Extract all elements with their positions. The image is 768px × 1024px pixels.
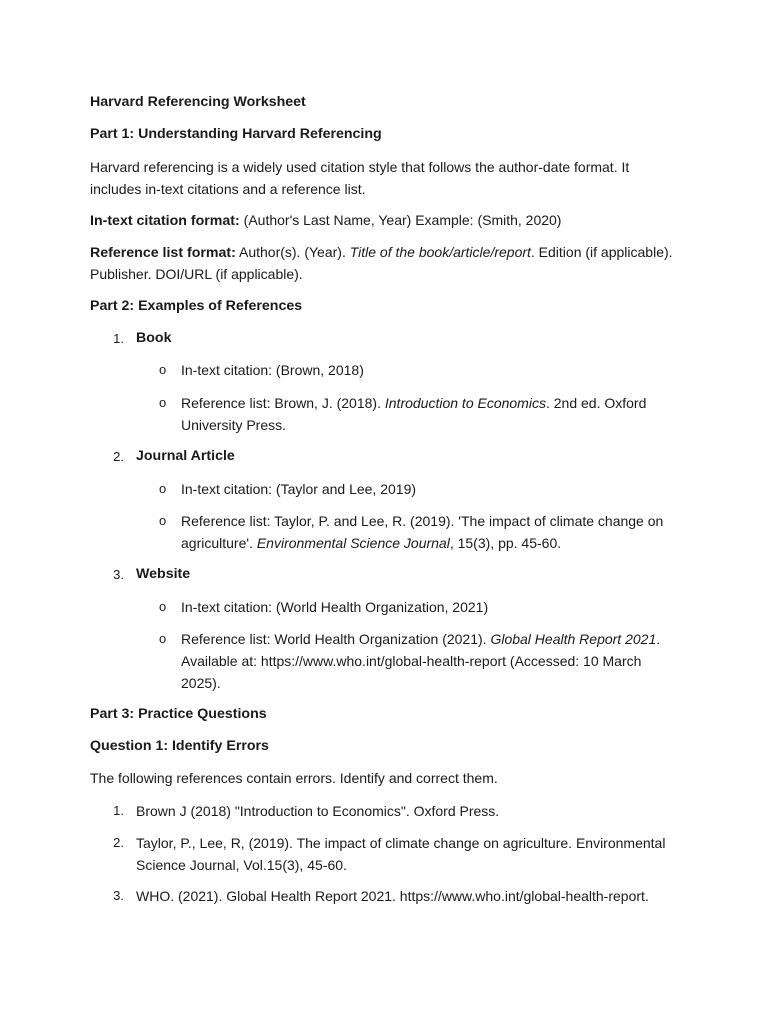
bullet-icon: o (159, 513, 167, 528)
reflist-format-label: Reference list format: (90, 245, 236, 261)
journal-reference-line1: Reference list: Taylor, P. and Lee, R. (2019). 'The impact of climate change on (181, 513, 664, 529)
reflist-format-line2: Publisher. DOI/URL (if applicable). (90, 266, 303, 282)
book-intext-citation: In-text citation: (Brown, 2018) (181, 362, 364, 378)
reflist-format-text-b: . Edition (if applicable). (530, 244, 673, 260)
example-number: 2. (113, 449, 124, 464)
journal-reference-text-a: agriculture'. (181, 535, 257, 551)
question-number: 1. (113, 803, 124, 818)
bullet-icon: o (159, 631, 167, 646)
example-number: 1. (113, 331, 124, 346)
reflist-format-paragraph (90, 241, 673, 264)
part1-intro-line1: Harvard referencing is a widely used citation style that follows the author-date format. It (90, 159, 630, 175)
website-reference-italic: Global Health Report 2021 (490, 631, 657, 647)
website-reference-text-b: . (656, 631, 661, 647)
book-reference-line1 (181, 392, 646, 414)
question-number: 2. (113, 835, 124, 850)
book-reference-line2: University Press. (181, 417, 287, 433)
bullet-icon: o (159, 362, 167, 377)
question-item-line: Brown J (2018) "Introduction to Economics". Oxford Press. (136, 803, 500, 819)
website-intext-citation: In-text citation: (World Health Organization, 2021) (181, 599, 489, 615)
question1-heading: Question 1: Identify Errors (90, 738, 269, 754)
question-number: 3. (113, 888, 124, 903)
example-number: 3. (113, 567, 124, 582)
journal-reference-text-b: , 15(3), pp. 45-60. (449, 535, 562, 551)
question1-intro: The following references contain errors. Identify and correct them. (90, 770, 498, 786)
intext-format-label: In-text citation format: (90, 213, 240, 229)
reflist-format-italic: Title of the book/article/report (349, 244, 531, 260)
part3-heading: Part 3: Practice Questions (90, 706, 267, 722)
question-item-line: Science Journal, Vol.15(3), 45-60. (136, 857, 347, 873)
question-item-line: WHO. (2021). Global Health Report 2021. https://www.who.int/global-health-report. (136, 888, 649, 904)
website-reference-text-a: Reference list: World Health Organization (2021). (181, 631, 491, 647)
website-reference-line3: 2025). (181, 675, 221, 691)
document-title: Harvard Referencing Worksheet (90, 94, 306, 110)
example-label-book: Book (136, 330, 172, 346)
reflist-format-text-a: Author(s). (Year). (235, 244, 350, 260)
book-reference-text-b: . 2nd ed. Oxford (545, 395, 647, 411)
example-label-journal: Journal Article (136, 448, 235, 464)
bullet-icon: o (159, 395, 167, 410)
website-reference-line2: Available at: https://www.who.int/global-health-report (Accessed: 10 March (181, 653, 642, 669)
intext-format-text: (Author's Last Name, Year) Example: (Smith, 2020) (239, 212, 562, 228)
part2-heading: Part 2: Examples of References (90, 298, 303, 314)
question-item-line: Taylor, P., Lee, R, (2019). The impact of climate change on agriculture. Environmental (136, 835, 666, 851)
bullet-icon: o (159, 481, 167, 496)
part1-intro-line2: includes in-text citations and a reference list. (90, 181, 366, 197)
book-reference-text-a: Reference list: Brown, J. (2018). (181, 395, 385, 411)
journal-reference-italic: Environmental Science Journal (256, 535, 450, 551)
journal-reference-line2 (181, 532, 561, 554)
bullet-icon: o (159, 599, 167, 614)
example-label-website: Website (136, 566, 191, 582)
journal-intext-citation: In-text citation: (Taylor and Lee, 2019) (181, 481, 417, 497)
intext-format-paragraph (90, 209, 561, 232)
book-reference-italic: Introduction to Economics (384, 395, 546, 411)
part1-heading: Part 1: Understanding Harvard Referencing (90, 126, 382, 142)
website-reference-line1 (181, 628, 660, 650)
